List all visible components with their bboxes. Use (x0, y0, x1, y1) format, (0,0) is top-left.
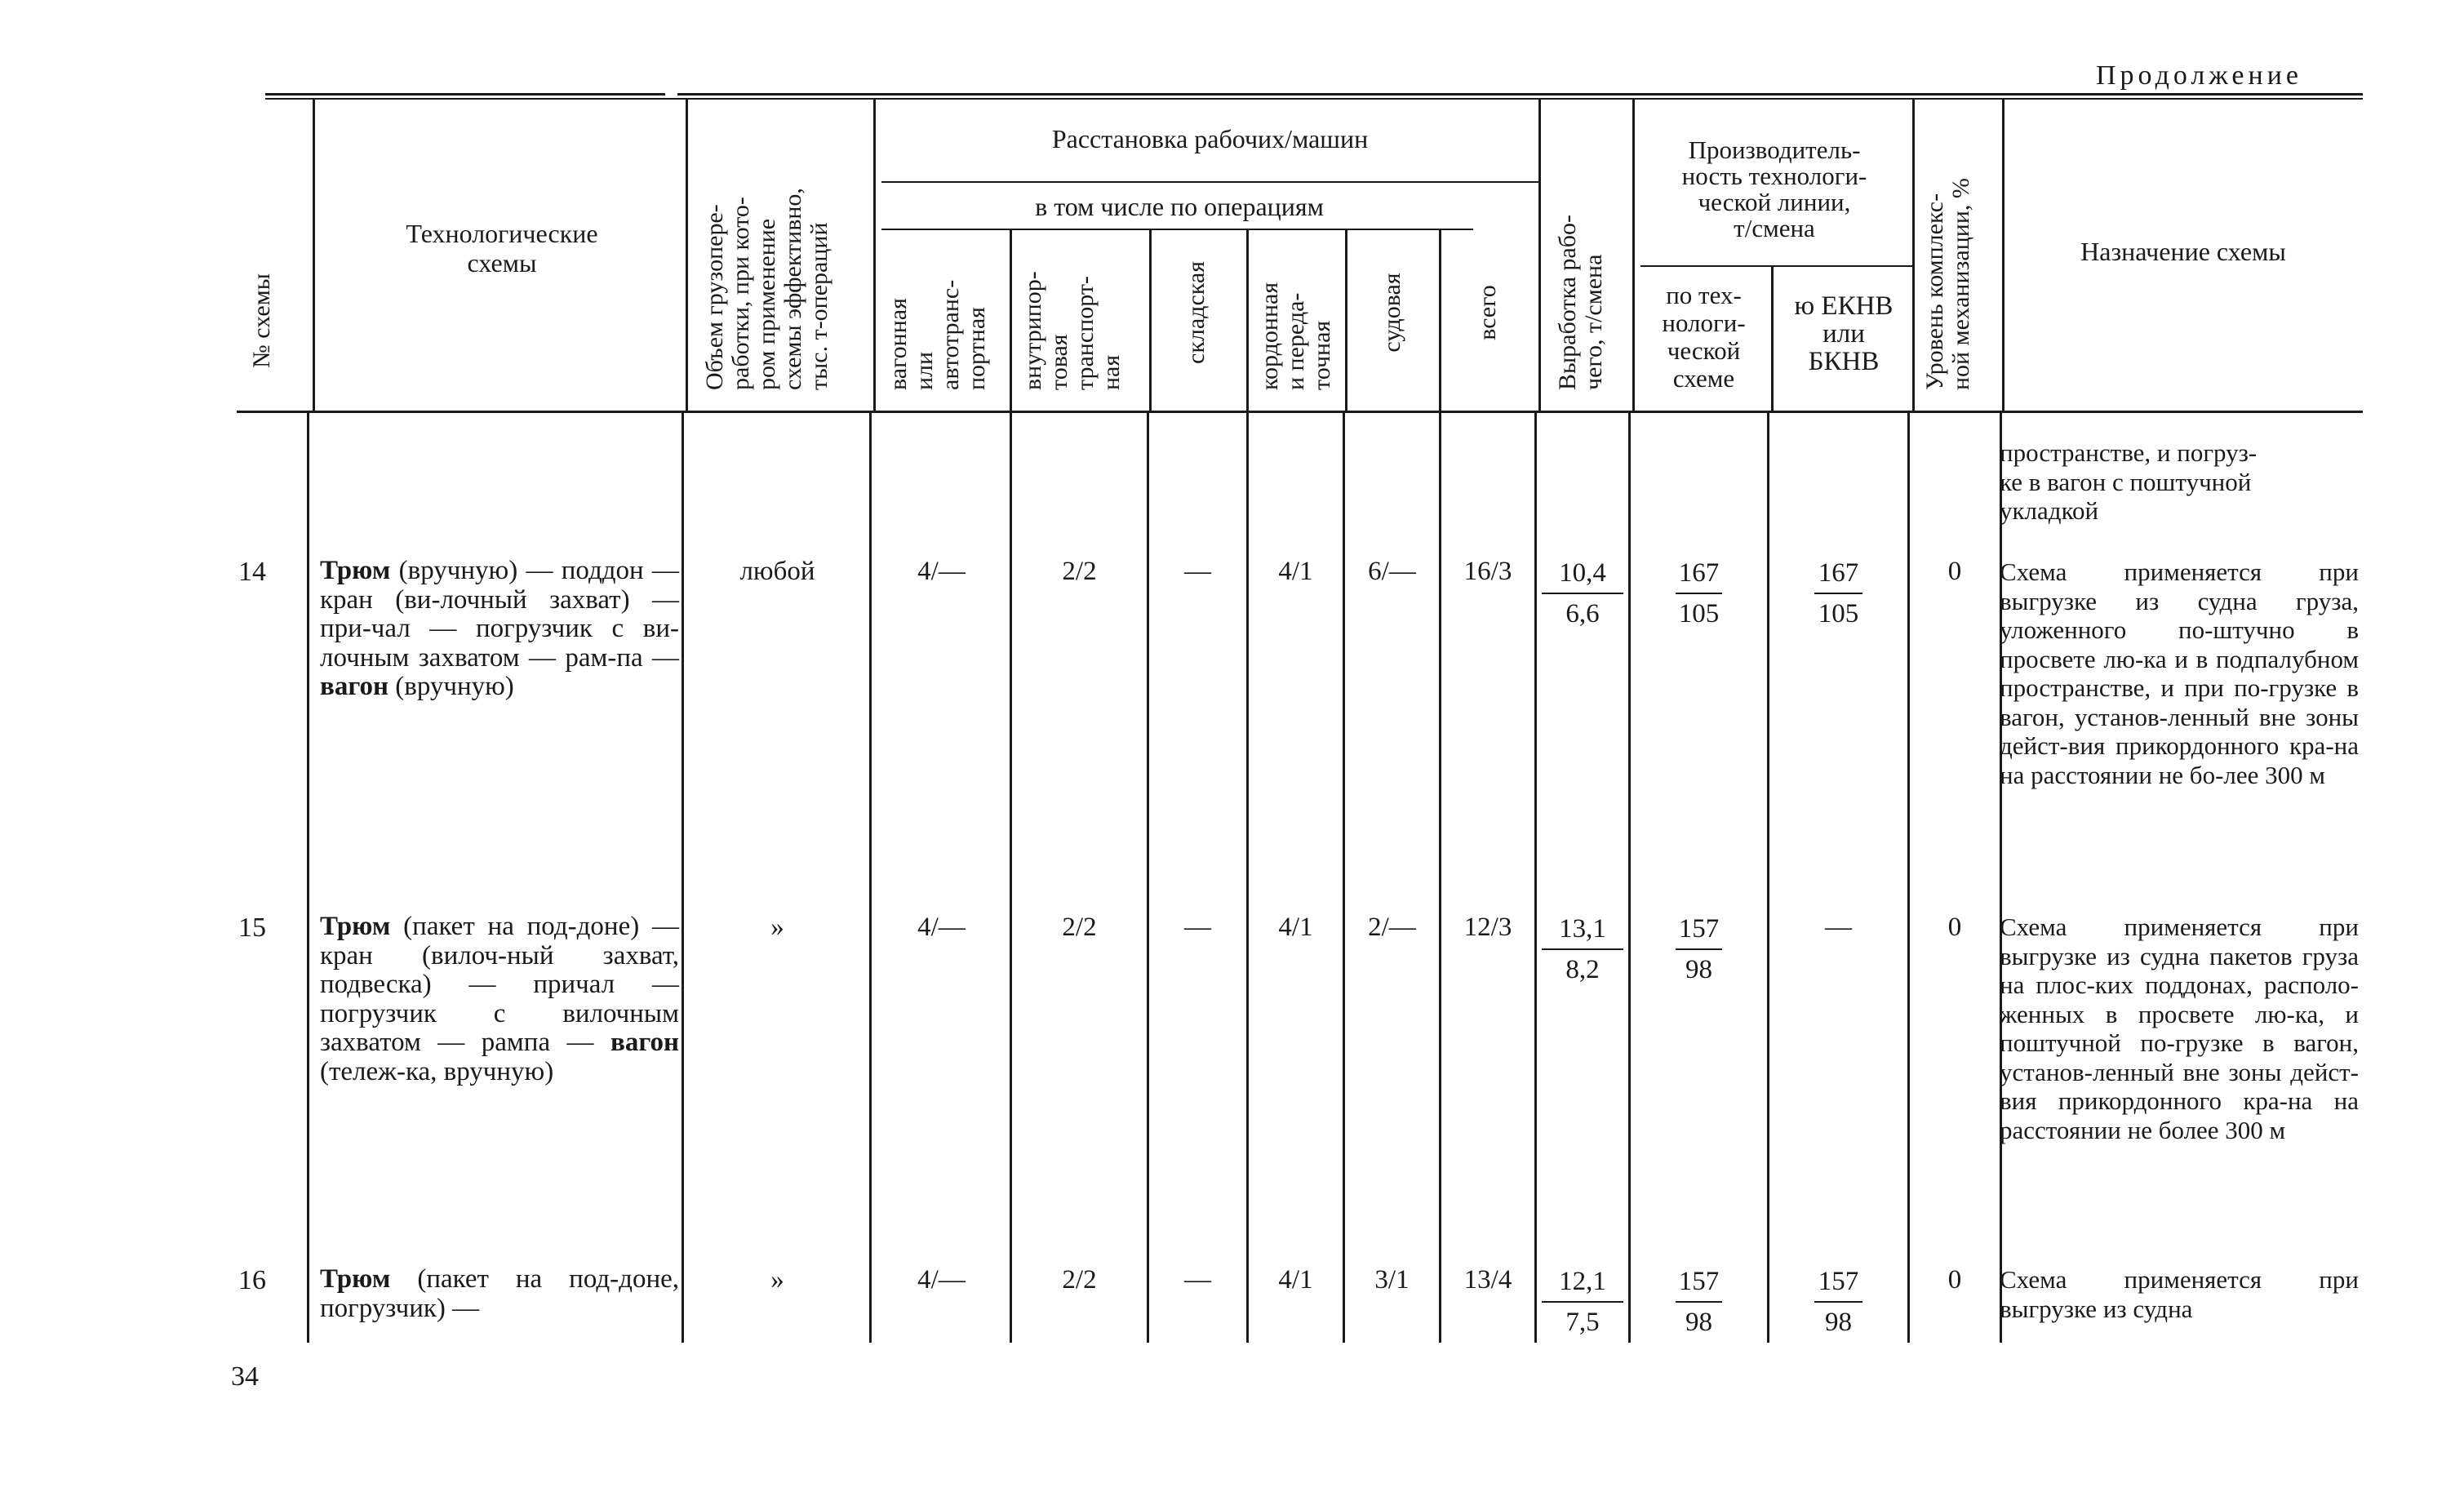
volume-cell: любой (739, 557, 815, 586)
warehouse-cell: — (1184, 913, 1211, 942)
purpose-cell: Схема применяется при выгрузке из судна (2000, 1265, 2359, 1323)
header-op-internal: внутрипор- товая транспорт- ная (1019, 271, 1125, 390)
header-purpose: Назначение схемы (2080, 237, 2286, 266)
body-line-5 (1147, 412, 1149, 1343)
header-op-total: всего (1474, 285, 1501, 340)
eknv-fraction: 157 98 (1769, 1264, 1907, 1340)
header-by-operations: в том числе по операциям (1035, 192, 1324, 221)
wagon-cell: 4/— (917, 913, 966, 942)
volume-cell: » (770, 913, 784, 942)
body-line-4 (1010, 412, 1012, 1343)
wagon-cell: 4/— (917, 1265, 966, 1295)
output-fraction: 13,1 8,2 (1537, 911, 1628, 988)
col-line-6 (1246, 229, 1249, 412)
internal-cell: 2/2 (1062, 913, 1097, 942)
col-line-11 (1771, 265, 1774, 412)
col-line-13 (2002, 98, 2004, 412)
col-line-1 (313, 98, 315, 412)
internal-cell: 2/2 (1062, 557, 1097, 586)
scheme-bold-end: вагон (320, 672, 388, 701)
header-mech-level: Уровень комплекс- ной механизации, % (1921, 178, 1974, 390)
warehouse-cell: — (1184, 557, 1211, 586)
col-line-8 (1439, 229, 1441, 412)
body-line-9 (1534, 412, 1537, 1343)
col-line-4 (1010, 229, 1012, 412)
col-line-10 (1632, 98, 1635, 412)
col-line-7 (1345, 229, 1347, 412)
carry-over-purpose: пространстве, и погруз- ке в вагон с поштучной укладкой (2000, 438, 2258, 525)
scheme-number: 14 (238, 557, 266, 587)
scheme-description: Трюм (пакет на под-доне, погрузчик) — (320, 1264, 679, 1323)
productivity-fraction: 157 98 (1631, 911, 1767, 988)
cordon-cell: 4/1 (1278, 557, 1313, 586)
cordon-cell: 4/1 (1278, 1265, 1313, 1295)
col-line-5 (1149, 229, 1152, 412)
internal-cell: 2/2 (1062, 1265, 1097, 1295)
body-line-6 (1246, 412, 1249, 1343)
header-op-wagon: вагонная или автотранс- портная (885, 279, 990, 390)
total-cell: 13/4 (1463, 1265, 1512, 1295)
scheme-bold-start: Трюм (320, 912, 391, 941)
body-line-13 (2000, 412, 2002, 1343)
body-line-2 (681, 412, 684, 1343)
header-prod-scheme: по тех- нологи- ческой схеме (1662, 281, 1746, 393)
continuation-label: Продолжение (2096, 60, 2303, 91)
header-bottom-border (237, 411, 2363, 413)
total-cell: 16/3 (1463, 557, 1512, 586)
ship-cell: 2/— (1368, 913, 1416, 942)
warehouse-cell: — (1184, 1265, 1211, 1295)
purpose-cell: Схема применяется при выгрузке из судна пакетов груза на плос-ких поддонах, располо-женных в просвете лю-ка, и поштучной по-грузке в вагон, установ-ленный вне зоны дейст-вия прикордонного кра-на на расстоянии не более 300 м (2000, 913, 2359, 1144)
body-line-3 (869, 412, 872, 1343)
top-rule-right (677, 93, 2363, 95)
operations-rule (881, 229, 1473, 230)
page-number: 34 (231, 1361, 259, 1392)
purpose-cell: Схема применяется при выгрузке из судна груза, уложенного по-штучно в просвете лю-ка и в подпалубном пространстве, и при по-грузке в вагон, установ-ленный вне зоны дейст-вия прикордонного кра-на на расстоянии не бо-лее 300 м (2000, 557, 2359, 789)
scheme-bold-end: вагон (610, 1028, 679, 1057)
mech-cell: 0 (1947, 913, 1962, 942)
output-fraction: 12,1 7,5 (1537, 1264, 1628, 1340)
col-line-3 (873, 98, 876, 412)
header-op-warehouse: складская (1183, 261, 1210, 364)
header-productivity: Производитель- ность технологи- ческой линии, т/смена (1681, 135, 1867, 242)
body-line-12 (1907, 412, 1910, 1343)
body-line-8 (1439, 412, 1441, 1343)
header-placement: Расстановка рабочих/машин (1051, 124, 1369, 153)
body-line-7 (1343, 412, 1345, 1343)
productivity-fraction: 157 98 (1631, 1264, 1767, 1340)
top-rule-left (265, 93, 665, 95)
col-line-12 (1912, 98, 1915, 412)
scheme-number: 16 (238, 1265, 266, 1295)
header-tech-schemes: Технологические схемы (406, 219, 598, 278)
body-line-10 (1628, 412, 1631, 1343)
wagon-cell: 4/— (917, 557, 966, 586)
scheme-bold-start: Трюм (320, 556, 391, 585)
header-prod-eknv: ю ЕКНВ или БКНВ (1794, 291, 1894, 376)
col-line-2 (686, 98, 688, 412)
body-line-1 (307, 412, 309, 1343)
scheme-number: 15 (238, 913, 266, 943)
eknv-fraction: 167 105 (1769, 555, 1907, 632)
header-op-cordon: кордонная и переда- точная (1256, 282, 1335, 390)
scheme-description: Трюм (вручную) — поддон — кран (ви-лочный захват) — при-чал — погрузчик с ви-лочным захватом — рам-па — вагон (вручную) (320, 556, 679, 701)
header-op-ship: судовая (1379, 273, 1405, 353)
ship-cell: 3/1 (1374, 1265, 1410, 1295)
scheme-bold-start: Трюм (320, 1264, 391, 1294)
header-volume: Объем грузопере- работки, при кото- ром применение схемы эффективно, тыс. т-операций (701, 188, 832, 390)
cordon-cell: 4/1 (1278, 913, 1313, 942)
eknv-cell: — (1825, 913, 1852, 942)
header-top-border (265, 98, 2363, 100)
mech-cell: 0 (1947, 1265, 1962, 1295)
total-cell: 12/3 (1463, 913, 1512, 942)
productivity-fraction: 167 105 (1631, 555, 1767, 632)
body-line-11 (1767, 412, 1769, 1343)
header-output: Выработка рабо- чего, т/смена (1554, 215, 1607, 390)
productivity-rule (1640, 265, 1912, 267)
output-fraction: 10,4 6,6 (1537, 555, 1628, 632)
ship-cell: 6/— (1368, 557, 1416, 586)
volume-cell: » (770, 1265, 784, 1295)
mech-cell: 0 (1947, 557, 1962, 586)
col-line-9 (1538, 98, 1541, 412)
scheme-description: Трюм (пакет на под-доне) — кран (вилоч-ный захват, подвеска) — причал — погрузчик с вилочным захватом — рампа — вагон (тележ-ка, вручную) (320, 912, 679, 1086)
placement-rule (881, 181, 1538, 183)
header-scheme-no: № схемы (248, 273, 275, 368)
